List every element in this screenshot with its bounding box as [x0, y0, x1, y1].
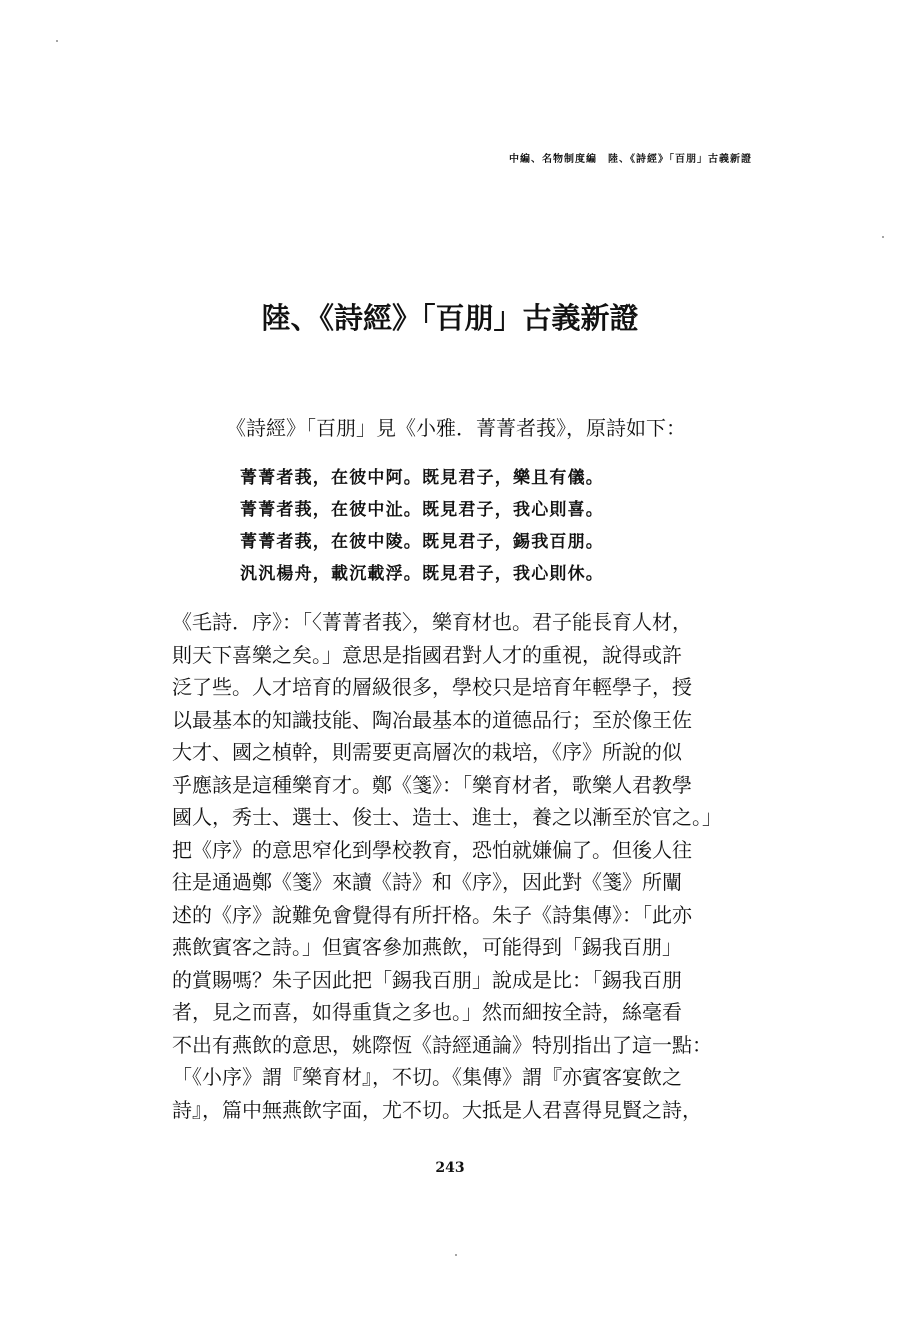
- scan-speck: [455, 1254, 457, 1256]
- page-number: 243: [435, 1160, 465, 1176]
- body-line: 燕飲賓客之詩。」但賓客參加燕飲，可能得到「錫我百朋」: [172, 935, 682, 959]
- chapter-title: 陸、《詩經》「百朋」古義新證: [261, 301, 639, 335]
- body-line: 者，見之而喜，如得重貨之多也。」然而細按全詩，絲毫看: [172, 1000, 682, 1024]
- scan-speck: [882, 236, 884, 238]
- body-line: 不出有燕飲的意思，姚際恆《詩經通論》特別指出了這一點：: [172, 1032, 712, 1057]
- body-line: 「《小序》謂『樂育材』，不切。《集傳》謂『亦賓客宴飲之: [172, 1065, 682, 1089]
- body-paragraph: [172, 606, 722, 1126]
- poem-line: 汎汎楊舟，載沉載浮。既見君子，我心則休。: [240, 564, 604, 584]
- body-line: 的賞賜嗎？朱子因此把「錫我百朋」說成是比：「錫我百朋: [172, 967, 682, 992]
- body-line: 泛了些。人才培育的層級很多，學校只是培育年輕學子，授: [172, 675, 692, 699]
- body-line: 國人，秀士、選士、俊士、造士、進士，養之以漸至於官之。」: [172, 805, 722, 829]
- body-line: 以最基本的知識技能、陶冶最基本的道德品行；至於像王佐: [172, 707, 692, 732]
- running-header: 中編、名物制度編 陸、《詩經》「百朋」古義新證: [509, 154, 752, 165]
- scan-speck: [56, 40, 58, 42]
- poem-line: 菁菁者莪，在彼中阿。既見君子，樂且有儀。: [240, 468, 604, 488]
- poem-block: [240, 462, 604, 590]
- poem-line: 菁菁者莪，在彼中沚。既見君子，我心則喜。: [240, 500, 604, 520]
- body-line: 詩』，篇中無燕飲字面，尤不切。大抵是人君喜得見賢之詩，: [172, 1097, 702, 1122]
- body-line: 大才、國之楨幹，則需要更高層次的栽培，《序》所說的似: [172, 740, 682, 764]
- body-line: 則天下喜樂之矣。」意思是指國君對人才的重視，說得或許: [172, 642, 682, 667]
- body-line: 《毛詩．序》：「〈菁菁者莪〉，樂育材也。君子能長育人材，: [172, 610, 692, 634]
- body-line: 述的《序》說難免會覺得有所扞格。朱子《詩集傳》：「此亦: [172, 902, 692, 927]
- intro-paragraph: 《詩經》「百朋」見《小雅．菁菁者莪》，原詩如下：: [226, 416, 686, 440]
- poem-line: 菁菁者莪，在彼中陵。既見君子，錫我百朋。: [240, 532, 604, 552]
- body-line: 把《序》的意思窄化到學校教育，恐怕就嫌偏了。但後人往: [172, 837, 692, 862]
- body-line: 乎應該是這種樂育才。鄭《箋》：「樂育材者，歌樂人君教學: [172, 772, 692, 797]
- body-line: 往是通過鄭《箋》來讀《詩》和《序》，因此對《箋》所闡: [172, 870, 682, 894]
